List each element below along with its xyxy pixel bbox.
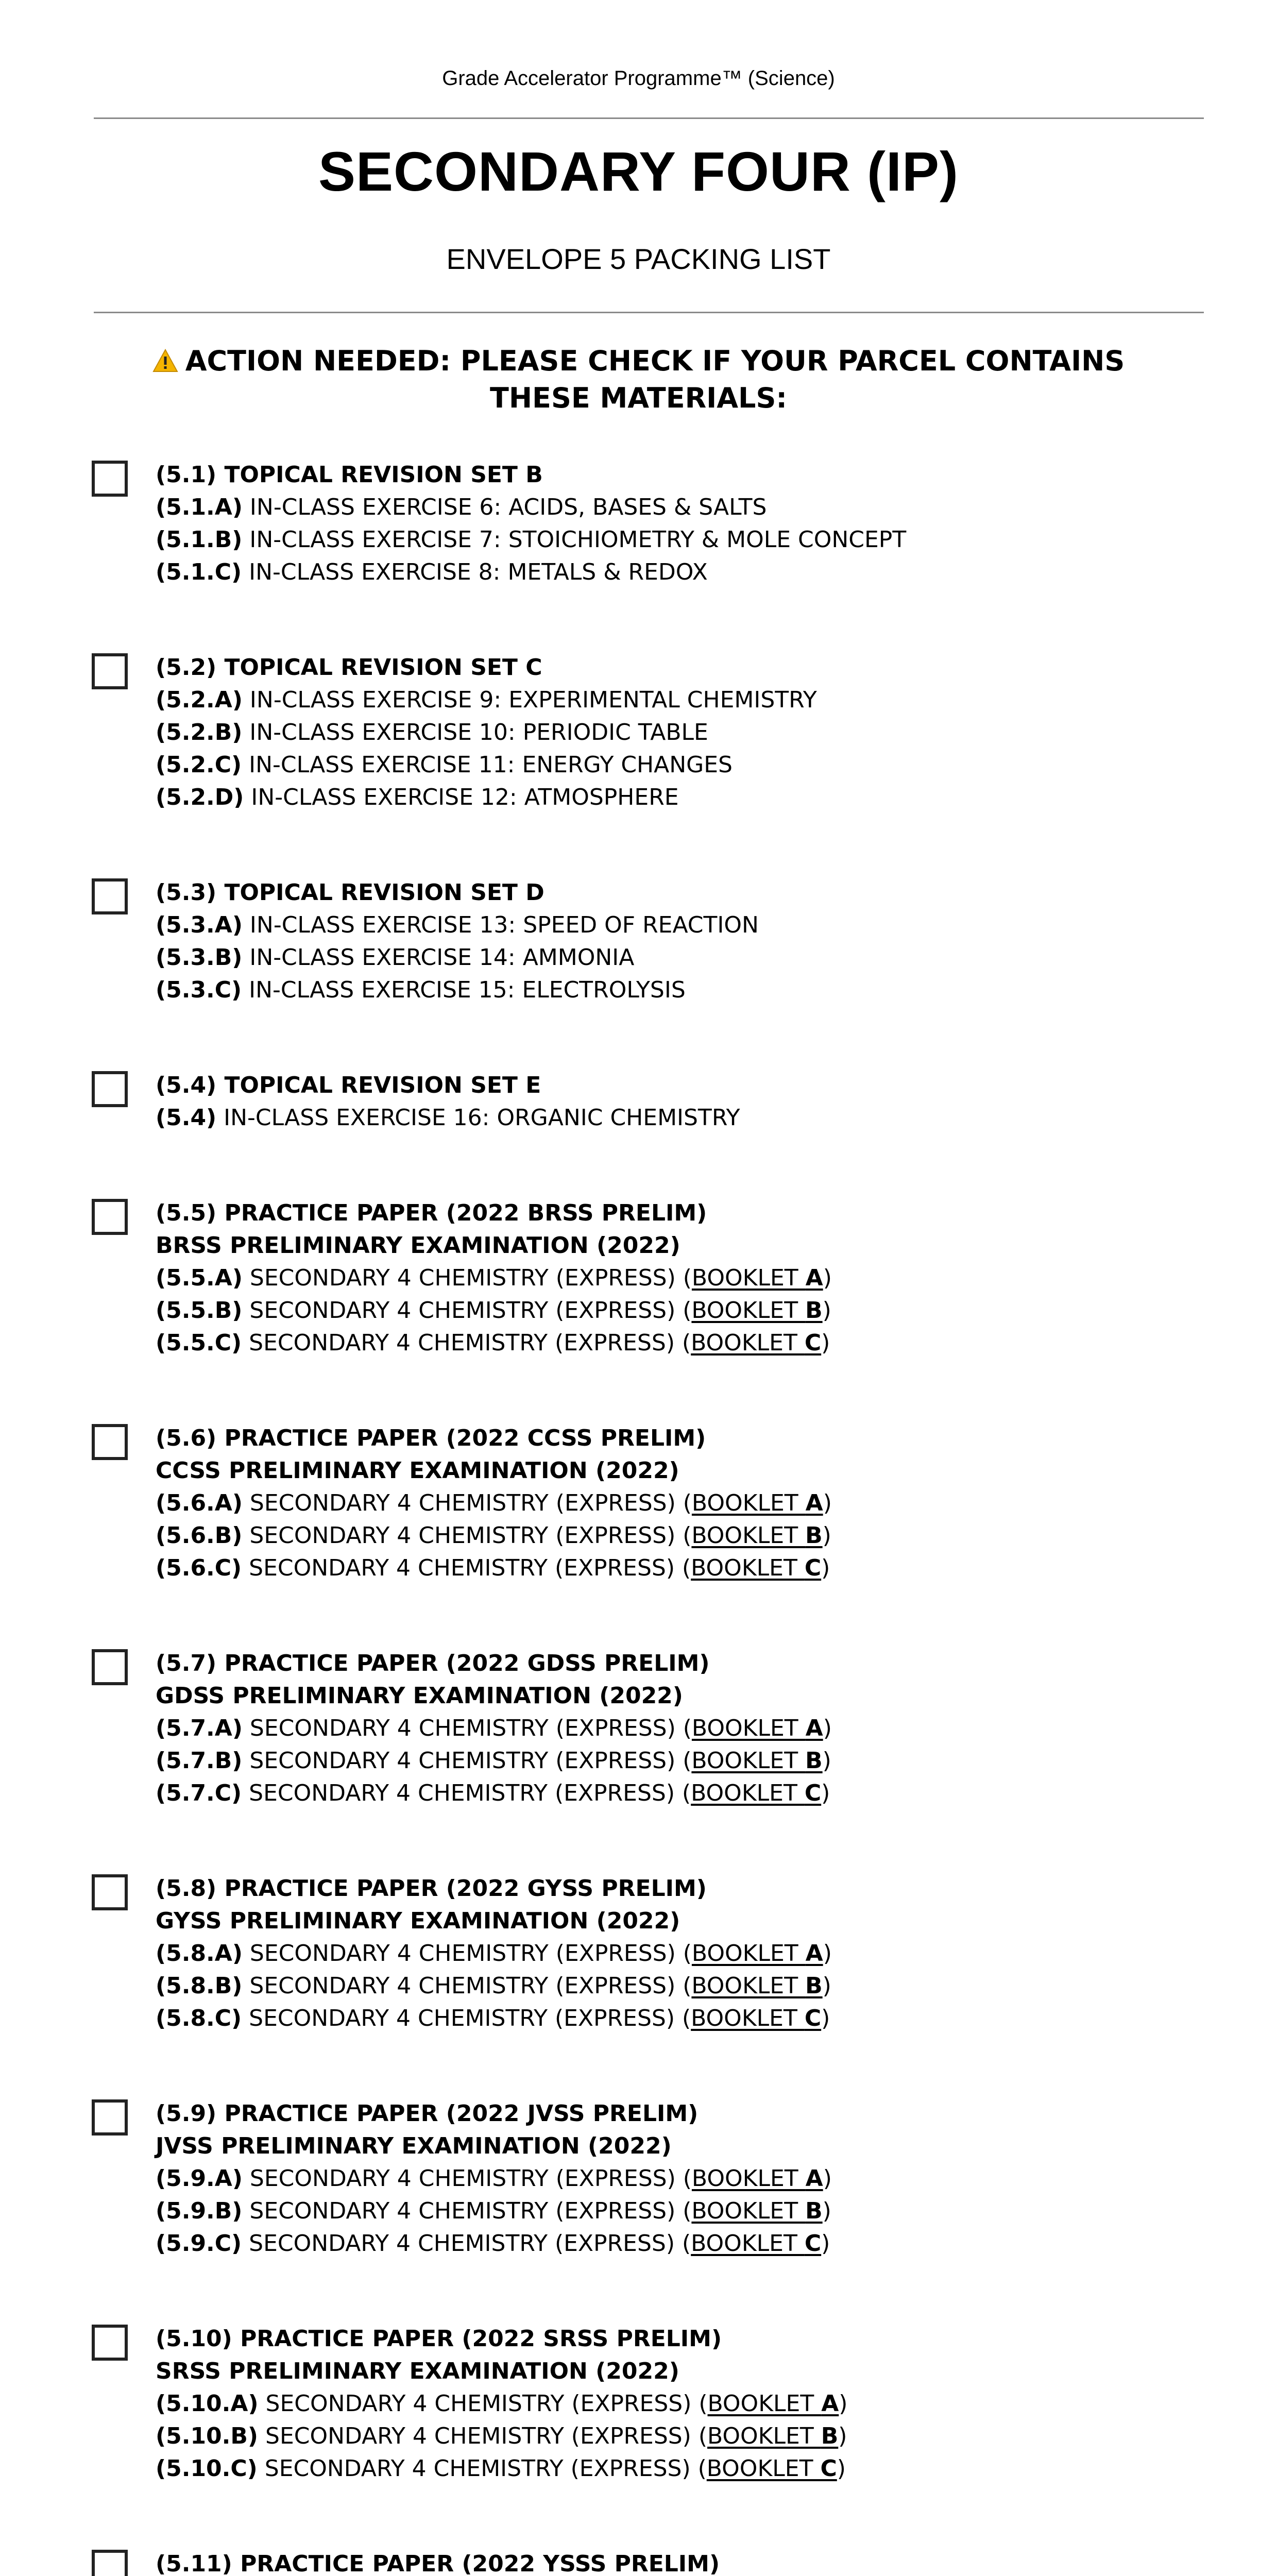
item-line: [156, 1294, 832, 1327]
booklet-label: [691, 1748, 822, 1774]
booklet-word: BOOKLET: [691, 1715, 806, 1741]
item-line: [156, 1970, 832, 2002]
program-name: Grade Accelerator Programme™ (Science): [442, 67, 835, 90]
item-code: (5.7.C): [156, 1780, 242, 1806]
item-line: [156, 1487, 832, 1519]
item-code: (5.8.B): [156, 1973, 243, 1999]
item-code: (5.10.B): [156, 2423, 259, 2449]
item-description: SECONDARY 4 CHEMISTRY (EXPRESS) (: [242, 1973, 692, 1999]
booklet-word: BOOKLET: [691, 2165, 806, 2192]
booklet-word: BOOKLET: [691, 1265, 806, 1291]
item-lines: [156, 459, 906, 588]
item-line: [156, 2162, 832, 2195]
booklet-label: [692, 1715, 823, 1741]
item-code: (5.2) TOPICAL REVISION SET C: [156, 654, 542, 681]
item-description: SECONDARY 4 CHEMISTRY (EXPRESS) (: [242, 1715, 692, 1741]
header-divider: [94, 312, 1204, 313]
booklet-letter: A: [805, 1715, 823, 1741]
item-line: [156, 556, 906, 588]
item-lines: [156, 2323, 847, 2485]
item-description: IN-CLASS EXERCISE 14: AMMONIA: [242, 944, 635, 971]
booklet-label: [692, 1940, 823, 1967]
item-code: BRSS PRELIMINARY EXAMINATION (2022): [156, 1232, 680, 1259]
booklet-label: [691, 2198, 822, 2224]
item-line: [156, 909, 759, 941]
item-line: [156, 2387, 847, 2420]
item-lines: [156, 1647, 832, 1809]
item-line: [156, 523, 906, 556]
closing-paren: ): [839, 2391, 848, 2417]
item-line: [156, 2355, 847, 2387]
item-code: (5.5.B): [156, 1297, 243, 1324]
item-code: (5.6.A): [156, 1490, 243, 1516]
booklet-letter: C: [804, 1555, 822, 1581]
item-code: (5.9) PRACTICE PAPER (2022 JVSS PRELIM): [156, 2100, 699, 2127]
closing-paren: ): [823, 2165, 832, 2192]
item-code: (5.9.B): [156, 2198, 243, 2224]
item-description: SECONDARY 4 CHEMISTRY (EXPRESS) (: [242, 2230, 691, 2257]
item-line: [156, 781, 817, 814]
item-heading: [156, 651, 817, 684]
item-code: CCSS PRELIMINARY EXAMINATION (2022): [156, 1458, 679, 1484]
warning-icon: [152, 349, 178, 372]
item-line: [156, 2420, 847, 2452]
checkbox[interactable]: [92, 2550, 128, 2576]
item-code: (5.9.C): [156, 2230, 242, 2257]
item-line: [156, 1680, 832, 1712]
item-line: [156, 974, 759, 1006]
booklet-letter: B: [805, 1973, 823, 1999]
booklet-label: [692, 2165, 823, 2192]
item-code: (5.10.C): [156, 2455, 258, 2482]
item-lines: [156, 1197, 832, 1359]
item-code: (5.10) PRACTICE PAPER (2022 SRSS PRELIM): [156, 2326, 722, 2352]
booklet-letter: C: [804, 1330, 822, 1356]
item-lines: [156, 2548, 847, 2576]
checkbox[interactable]: [92, 1424, 128, 1460]
item-line: [156, 1454, 832, 1487]
item-line: [156, 1262, 832, 1294]
booklet-letter: B: [805, 1748, 823, 1774]
item-description: IN-CLASS EXERCISE 13: SPEED OF REACTION: [242, 912, 759, 938]
item-line: [156, 1327, 832, 1359]
booklet-label: [707, 2455, 837, 2482]
item-code: (5.4) TOPICAL REVISION SET E: [156, 1072, 541, 1098]
closing-paren: ): [822, 2198, 831, 2224]
booklet-letter: A: [805, 1490, 823, 1516]
item-description: SECONDARY 4 CHEMISTRY (EXPRESS) (: [242, 2198, 692, 2224]
checkbox[interactable]: [92, 2325, 128, 2361]
closing-paren: ): [823, 1940, 832, 1967]
item-description: SECONDARY 4 CHEMISTRY (EXPRESS) (: [258, 2423, 707, 2449]
item-description: SECONDARY 4 CHEMISTRY (EXPRESS) (: [242, 1297, 692, 1324]
item-heading: [156, 1069, 740, 1101]
checkbox[interactable]: [92, 1071, 128, 1107]
booklet-label: [691, 1522, 822, 1549]
booklet-label: [691, 1555, 821, 1581]
checkbox[interactable]: [92, 1649, 128, 1685]
booklet-word: BOOKLET: [691, 1330, 805, 1356]
item-line: [156, 2452, 847, 2485]
item-code: (5.1) TOPICAL REVISION SET B: [156, 462, 543, 488]
booklet-letter: B: [821, 2423, 839, 2449]
item-description: IN-CLASS EXERCISE 10: PERIODIC TABLE: [242, 719, 708, 745]
item-heading: [156, 459, 906, 491]
item-description: SECONDARY 4 CHEMISTRY (EXPRESS) (: [242, 1940, 692, 1967]
booklet-word: BOOKLET: [691, 1555, 805, 1581]
item-description: SECONDARY 4 CHEMISTRY (EXPRESS) (: [242, 2005, 691, 2031]
item-description: SECONDARY 4 CHEMISTRY (EXPRESS) (: [242, 2165, 692, 2192]
closing-paren: ): [822, 1297, 831, 1324]
item-description: IN-CLASS EXERCISE 7: STOICHIOMETRY & MOLE CONCEPT: [242, 527, 907, 553]
booklet-letter: A: [805, 1265, 823, 1291]
closing-paren: ): [821, 1555, 830, 1581]
item-description: IN-CLASS EXERCISE 9: EXPERIMENTAL CHEMISTRY: [242, 687, 817, 713]
item-line: [156, 684, 817, 716]
item-code: (5.1.B): [156, 527, 243, 553]
item-line: [156, 1777, 832, 1809]
item-code: (5.3.A): [156, 912, 243, 938]
closing-paren: ): [822, 1522, 831, 1549]
item-code: (5.3.B): [156, 944, 243, 971]
item-line: [156, 1905, 832, 1937]
item-line: [156, 749, 817, 781]
item-heading: [156, 1872, 832, 1905]
item-heading: [156, 1422, 832, 1454]
item-code: (5.8.A): [156, 1940, 243, 1967]
booklet-letter: B: [805, 1522, 823, 1549]
item-code: (5.7.B): [156, 1748, 243, 1774]
item-description: IN-CLASS EXERCISE 12: ATMOSPHERE: [244, 784, 679, 810]
booklet-letter: C: [804, 2005, 822, 2031]
item-code: GDSS PRELIMINARY EXAMINATION (2022): [156, 1683, 683, 1709]
action-notice-text: ACTION NEEDED: PLEASE CHECK IF YOUR PARCEL CONTAINS THESE MATERIALS:: [185, 345, 1125, 414]
closing-paren: ): [823, 1490, 832, 1516]
booklet-label: [691, 2230, 821, 2257]
item-code: (5.6.B): [156, 1522, 243, 1549]
item-line: [156, 941, 759, 974]
item-line: [156, 1937, 832, 1970]
checkbox[interactable]: [92, 1874, 128, 1910]
checkbox[interactable]: [92, 878, 128, 914]
item-code: (5.5) PRACTICE PAPER (2022 BRSS PRELIM): [156, 1200, 707, 1226]
closing-paren: ): [821, 1330, 830, 1356]
item-description: IN-CLASS EXERCISE 11: ENERGY CHANGES: [242, 752, 733, 778]
item-code: (5.7) PRACTICE PAPER (2022 GDSS PRELIM): [156, 1650, 710, 1676]
booklet-label: [708, 2391, 839, 2417]
booklet-word: BOOKLET: [691, 1490, 806, 1516]
item-lines: [156, 876, 759, 1006]
booklet-word: BOOKLET: [691, 2230, 805, 2257]
booklet-letter: A: [805, 2165, 823, 2192]
item-description: SECONDARY 4 CHEMISTRY (EXPRESS) (: [242, 1555, 691, 1581]
checkbox[interactable]: [92, 653, 128, 689]
item-code: (5.10.A): [156, 2391, 259, 2417]
item-line: [156, 1229, 832, 1262]
item-heading: [156, 1197, 832, 1229]
item-description: SECONDARY 4 CHEMISTRY (EXPRESS) (: [242, 1265, 692, 1291]
booklet-label: [707, 2423, 838, 2449]
item-line: [156, 2130, 832, 2162]
item-description: IN-CLASS EXERCISE 6: ACIDS, BASES & SALTS: [242, 494, 767, 520]
item-line: [156, 716, 817, 749]
booklet-label: [691, 1780, 821, 1806]
item-code: (5.9.A): [156, 2165, 243, 2192]
booklet-word: BOOKLET: [691, 1940, 806, 1967]
booklet-label: [691, 2005, 821, 2031]
item-description: SECONDARY 4 CHEMISTRY (EXPRESS) (: [258, 2391, 708, 2417]
closing-paren: ): [821, 2005, 830, 2031]
item-heading: [156, 2097, 832, 2130]
item-heading: [156, 1647, 832, 1680]
item-code: (5.4): [156, 1105, 217, 1131]
item-code: (5.6.C): [156, 1555, 242, 1581]
item-description: IN-CLASS EXERCISE 8: METALS & REDOX: [242, 559, 708, 585]
checkbox[interactable]: [92, 1199, 128, 1235]
booklet-letter: B: [805, 2198, 823, 2224]
item-lines: [156, 651, 817, 814]
item-code: (5.1.A): [156, 494, 243, 520]
item-line: [156, 1101, 740, 1134]
item-description: SECONDARY 4 CHEMISTRY (EXPRESS) (: [242, 1522, 692, 1549]
item-code: (5.2.B): [156, 719, 243, 745]
booklet-letter: B: [805, 1297, 823, 1324]
booklet-label: [691, 1330, 821, 1356]
booklet-letter: A: [805, 1940, 823, 1967]
booklet-word: BOOKLET: [691, 1748, 806, 1774]
booklet-word: BOOKLET: [691, 1297, 806, 1324]
item-code: (5.3) TOPICAL REVISION SET D: [156, 879, 544, 906]
checkbox[interactable]: [92, 2099, 128, 2136]
booklet-word: BOOKLET: [707, 2423, 821, 2449]
action-notice: [134, 343, 1143, 417]
item-code: (5.6) PRACTICE PAPER (2022 CCSS PRELIM): [156, 1425, 706, 1451]
booklet-word: BOOKLET: [691, 1780, 805, 1806]
booklet-word: BOOKLET: [707, 2391, 822, 2417]
item-lines: [156, 1069, 740, 1134]
item-lines: [156, 2097, 832, 2260]
item-code: (5.3.C): [156, 977, 242, 1003]
item-code: (5.8.C): [156, 2005, 242, 2031]
item-heading: [156, 876, 759, 909]
booklet-label: [692, 1265, 823, 1291]
item-description: IN-CLASS EXERCISE 15: ELECTROLYSIS: [242, 977, 686, 1003]
item-heading: [156, 2548, 847, 2576]
item-code: (5.2.D): [156, 784, 244, 810]
closing-paren: ): [822, 1748, 831, 1774]
item-code: (5.5.C): [156, 1330, 242, 1356]
item-heading: [156, 2323, 847, 2355]
closing-paren: ): [838, 2423, 847, 2449]
item-code: (5.2.C): [156, 752, 242, 778]
item-line: [156, 2002, 832, 2035]
item-lines: [156, 1872, 832, 2035]
item-description: SECONDARY 4 CHEMISTRY (EXPRESS) (: [257, 2455, 707, 2482]
page-subtitle: ENVELOPE 5 PACKING LIST: [446, 243, 831, 275]
closing-paren: ): [823, 1265, 832, 1291]
item-line: [156, 1552, 832, 1584]
booklet-word: BOOKLET: [691, 2198, 806, 2224]
booklet-letter: C: [804, 2230, 822, 2257]
closing-paren: ): [822, 1973, 831, 1999]
item-code: (5.11) PRACTICE PAPER (2022 YSSS PRELIM): [156, 2551, 720, 2576]
item-code: GYSS PRELIMINARY EXAMINATION (2022): [156, 1908, 680, 1934]
booklet-label: [691, 1973, 822, 1999]
closing-paren: ): [837, 2455, 846, 2482]
item-description: SECONDARY 4 CHEMISTRY (EXPRESS) (: [242, 1748, 692, 1774]
item-description: SECONDARY 4 CHEMISTRY (EXPRESS) (: [242, 1780, 691, 1806]
item-code: (5.7.A): [156, 1715, 243, 1741]
item-line: [156, 1712, 832, 1744]
item-description: IN-CLASS EXERCISE 16: ORGANIC CHEMISTRY: [216, 1105, 740, 1131]
closing-paren: ): [821, 2230, 830, 2257]
item-line: [156, 1744, 832, 1777]
item-description: SECONDARY 4 CHEMISTRY (EXPRESS) (: [242, 1490, 692, 1516]
booklet-word: BOOKLET: [691, 1522, 806, 1549]
item-description: SECONDARY 4 CHEMISTRY (EXPRESS) (: [242, 1330, 691, 1356]
item-line: [156, 491, 906, 523]
item-line: [156, 1519, 832, 1552]
booklet-word: BOOKLET: [691, 1973, 806, 1999]
booklet-letter: A: [821, 2391, 839, 2417]
booklet-word: BOOKLET: [691, 2005, 805, 2031]
item-code: (5.8) PRACTICE PAPER (2022 GYSS PRELIM): [156, 1875, 707, 1902]
item-lines: [156, 1422, 832, 1584]
item-code: SRSS PRELIMINARY EXAMINATION (2022): [156, 2358, 679, 2384]
item-line: [156, 2195, 832, 2227]
item-code: (5.1.C): [156, 559, 242, 585]
booklet-word: BOOKLET: [706, 2455, 821, 2482]
page-title: SECONDARY FOUR (IP): [318, 140, 959, 202]
closing-paren: ): [823, 1715, 832, 1741]
top-divider: [94, 117, 1204, 119]
checkbox[interactable]: [92, 461, 128, 497]
item-code: JVSS PRELIMINARY EXAMINATION (2022): [156, 2133, 672, 2159]
item-line: [156, 2227, 832, 2260]
closing-paren: ): [821, 1780, 830, 1806]
booklet-label: [692, 1490, 823, 1516]
booklet-label: [691, 1297, 822, 1324]
item-code: (5.2.A): [156, 687, 243, 713]
item-code: (5.5.A): [156, 1265, 243, 1291]
booklet-letter: C: [820, 2455, 837, 2482]
booklet-letter: C: [804, 1780, 822, 1806]
